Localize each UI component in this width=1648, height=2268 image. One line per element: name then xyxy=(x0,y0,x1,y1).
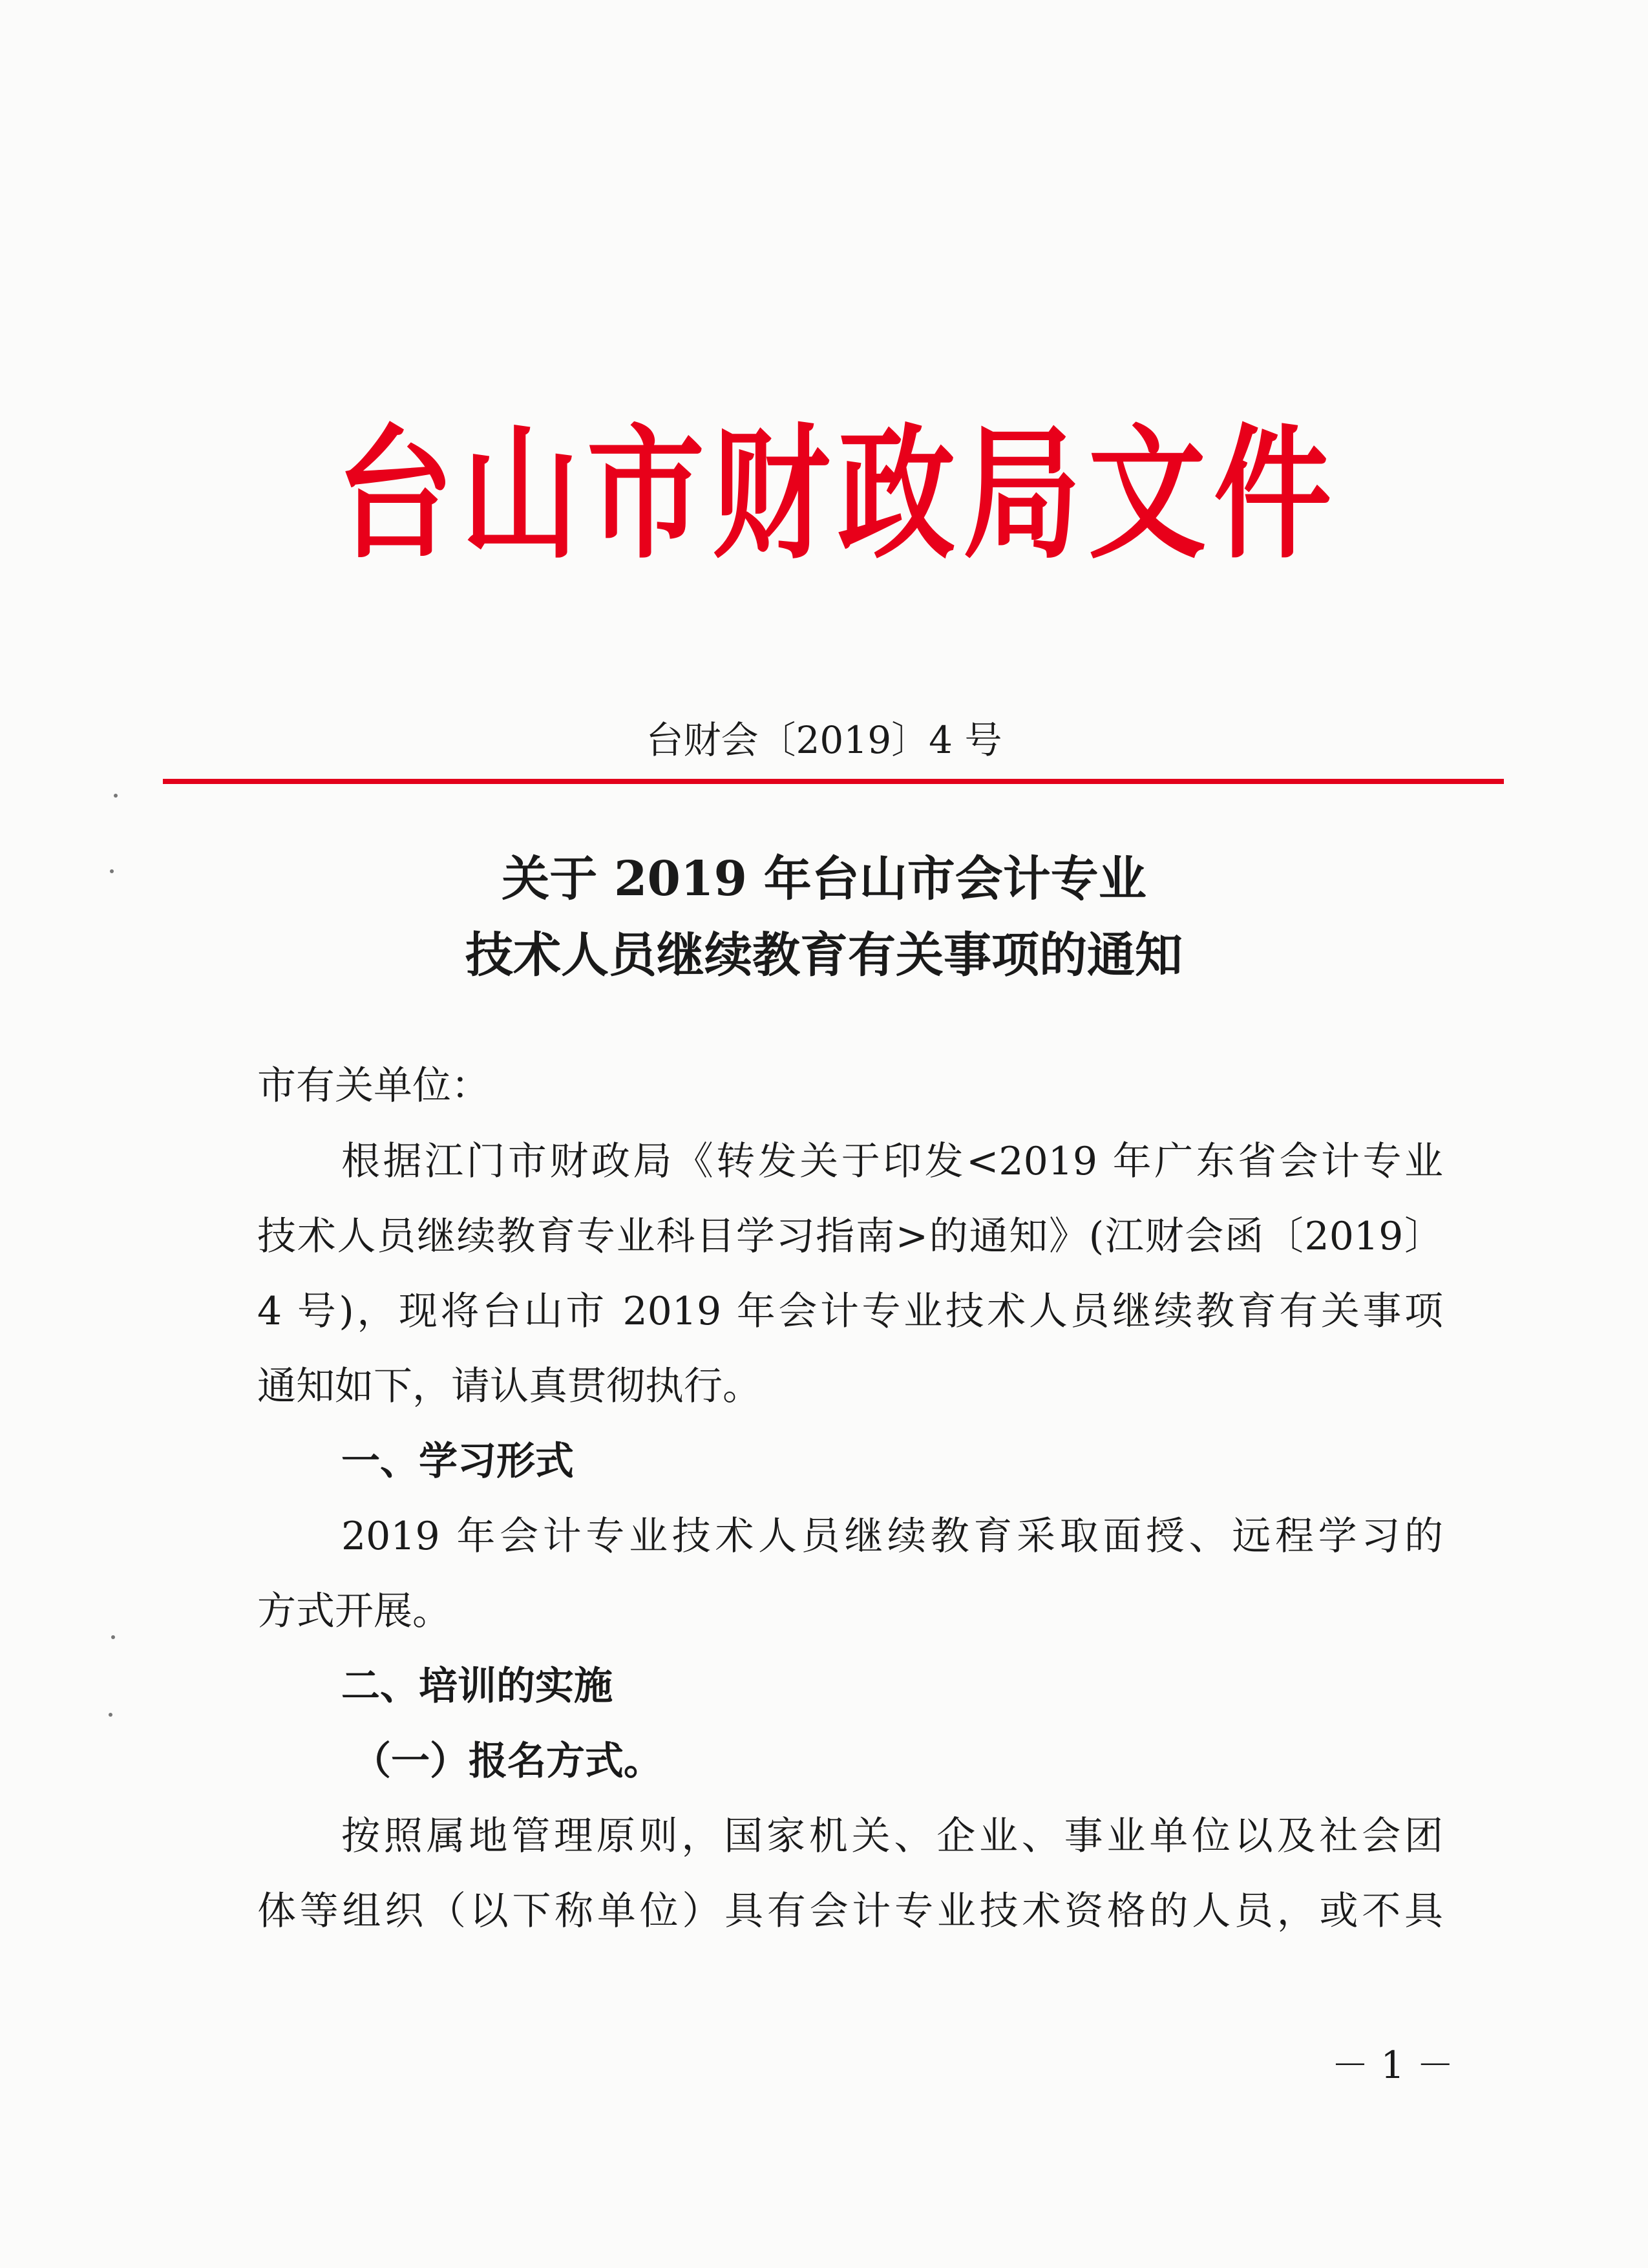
section-heading-2: 二、培训的实施 xyxy=(341,1664,613,1709)
scan-speck xyxy=(111,1635,115,1639)
paragraph-2-line-1: 2019 年会计专业技术人员继续教育采取面授、远程学习的 xyxy=(341,1514,1443,1559)
masthead-char: 市 xyxy=(587,410,704,578)
salutation: 市有关单位： xyxy=(257,1063,490,1108)
paragraph-1-line-1: 根据江门市财政局《转发关于印发<2019 年广东省会计专业 xyxy=(341,1139,1443,1184)
masthead-char: 件 xyxy=(1214,410,1331,578)
document-number: 台财会〔2019〕4 号 xyxy=(646,718,1002,762)
red-divider-rule xyxy=(163,779,1504,784)
paragraph-1-line-4: 通知如下，请认真贯彻执行。 xyxy=(257,1364,761,1409)
paragraph-1-line-2: 技术人员继续教育专业科目学习指南>的通知》(江财会函〔2019〕 xyxy=(257,1214,1443,1259)
paragraph-2-line-2: 方式开展。 xyxy=(257,1589,451,1634)
masthead-char: 台 xyxy=(336,410,454,578)
masthead-char: 局 xyxy=(963,410,1081,578)
paragraph-3-line-1: 按照属地管理原则，国家机关、企业、事业单位以及社会团 xyxy=(341,1814,1443,1859)
paragraph-1-line-3: 4 号)，现将台山市 2019 年会计专业技术人员继续教育有关事项 xyxy=(257,1289,1443,1334)
scan-speck xyxy=(114,794,118,798)
masthead-char: 财 xyxy=(712,410,830,578)
masthead-char: 山 xyxy=(461,410,579,578)
subsection-heading-1: （一）报名方式。 xyxy=(352,1739,662,1784)
masthead-title xyxy=(336,388,1331,601)
notice-title-line-2: 技术人员继续教育有关事项的通知 xyxy=(465,927,1183,983)
page-number: － 1 － xyxy=(1331,2043,1454,2087)
notice-title-line-1: 关于 2019 年台山市会计专业 xyxy=(502,851,1146,907)
masthead-char: 政 xyxy=(838,410,955,578)
masthead-char: 文 xyxy=(1088,410,1206,578)
scan-speck xyxy=(109,1713,112,1717)
scan-speck xyxy=(110,869,114,873)
section-heading-1: 一、学习形式 xyxy=(341,1439,574,1484)
paragraph-3-line-2: 体等组织（以下称单位）具有会计专业技术资格的人员，或不具 xyxy=(257,1889,1443,1934)
